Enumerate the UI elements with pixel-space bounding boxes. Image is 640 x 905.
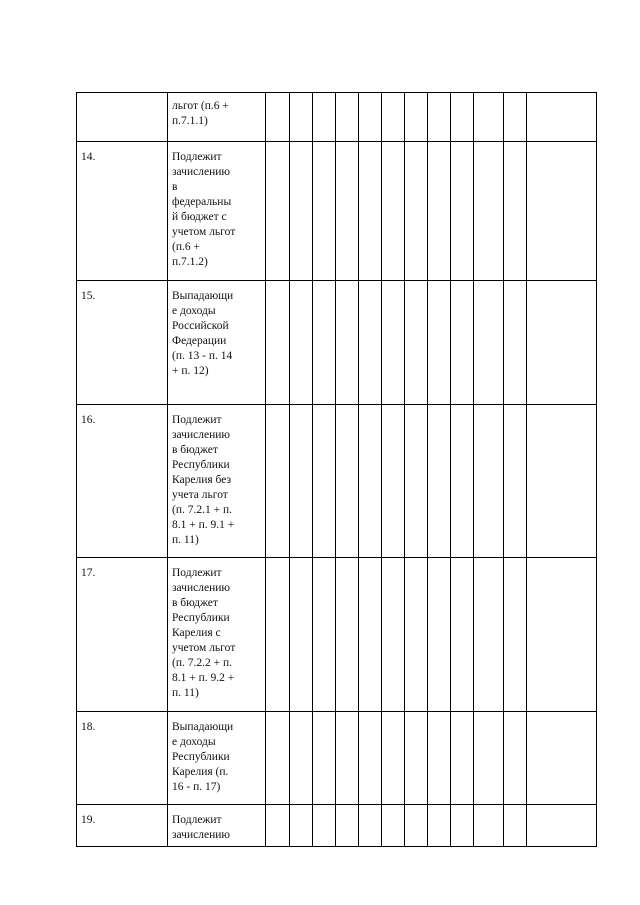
row-number: 18. xyxy=(77,712,168,805)
description-line: зачислению xyxy=(172,829,230,841)
empty-cell xyxy=(266,805,290,847)
empty-cell xyxy=(428,558,451,712)
empty-cell xyxy=(405,93,428,142)
empty-cell xyxy=(504,558,527,712)
empty-cell xyxy=(405,142,428,281)
empty-cell xyxy=(405,405,428,558)
description-line: п. 11) xyxy=(172,534,199,546)
description-line: льгот (п.6 + xyxy=(172,100,229,112)
description-line: Карелия с xyxy=(172,627,221,639)
empty-cell xyxy=(313,405,336,558)
empty-cell xyxy=(359,93,382,142)
description-line: (п. 7.2.2 + п. xyxy=(172,657,232,669)
description-line: учета льгот xyxy=(172,489,228,501)
table-row xyxy=(77,558,597,712)
empty-cell xyxy=(336,281,359,405)
empty-cell xyxy=(451,805,474,847)
empty-cell xyxy=(336,142,359,281)
empty-cell xyxy=(382,405,405,558)
empty-cell xyxy=(336,405,359,558)
empty-cell xyxy=(359,405,382,558)
table-row xyxy=(77,805,597,847)
empty-cell xyxy=(405,281,428,405)
table-body xyxy=(77,93,597,847)
empty-cell xyxy=(405,805,428,847)
empty-cell xyxy=(504,281,527,405)
empty-cell xyxy=(336,558,359,712)
empty-cell xyxy=(266,405,290,558)
empty-cell xyxy=(474,93,504,142)
row-number: 15. xyxy=(77,281,168,405)
empty-cell xyxy=(290,93,313,142)
empty-cell xyxy=(527,93,597,142)
empty-cell xyxy=(382,142,405,281)
empty-cell xyxy=(336,805,359,847)
description-line: 8.1 + п. 9.1 + xyxy=(172,519,235,531)
empty-cell xyxy=(527,405,597,558)
description-line: + п. 12) xyxy=(172,365,209,377)
row-description xyxy=(168,712,266,805)
empty-cell xyxy=(359,558,382,712)
row-number: 19. xyxy=(77,805,168,847)
empty-cell xyxy=(359,805,382,847)
row-description xyxy=(168,805,266,847)
empty-cell xyxy=(428,93,451,142)
empty-cell xyxy=(474,558,504,712)
description-line: е доходы xyxy=(172,305,216,317)
description-line: й бюджет с xyxy=(172,211,227,223)
description-line: в xyxy=(172,181,178,193)
empty-cell xyxy=(527,281,597,405)
empty-cell xyxy=(266,93,290,142)
description-line: Подлежит xyxy=(172,151,222,163)
description-line: учетом льгот xyxy=(172,226,236,238)
empty-cell xyxy=(405,558,428,712)
empty-cell xyxy=(527,558,597,712)
empty-cell xyxy=(266,281,290,405)
empty-cell xyxy=(474,405,504,558)
description-line: Федерации xyxy=(172,335,227,347)
empty-cell xyxy=(451,142,474,281)
empty-cell xyxy=(474,712,504,805)
empty-cell xyxy=(451,405,474,558)
empty-cell xyxy=(428,142,451,281)
empty-cell xyxy=(382,558,405,712)
empty-cell xyxy=(474,805,504,847)
empty-cell xyxy=(428,405,451,558)
empty-cell xyxy=(451,93,474,142)
description-line: Подлежит xyxy=(172,814,222,826)
empty-cell xyxy=(290,142,313,281)
empty-cell xyxy=(290,405,313,558)
description-line: зачислению xyxy=(172,429,230,441)
empty-cell xyxy=(359,712,382,805)
empty-cell xyxy=(313,712,336,805)
empty-cell xyxy=(290,712,313,805)
table-row xyxy=(77,405,597,558)
empty-cell xyxy=(504,712,527,805)
description-line: Республики xyxy=(172,459,230,471)
description-line: Выпадающи xyxy=(172,721,234,733)
description-line: Карелия (п. xyxy=(172,766,229,778)
description-line: в бюджет xyxy=(172,444,218,456)
empty-cell xyxy=(474,281,504,405)
empty-cell xyxy=(527,712,597,805)
description-line: Республики xyxy=(172,612,230,624)
row-number xyxy=(77,93,168,142)
description-line: 8.1 + п. 9.2 + xyxy=(172,672,235,684)
empty-cell xyxy=(313,93,336,142)
description-line: учетом льгот xyxy=(172,642,236,654)
empty-cell xyxy=(336,93,359,142)
description-line: (п.6 + xyxy=(172,241,200,253)
empty-cell xyxy=(266,558,290,712)
row-description xyxy=(168,405,266,558)
empty-cell xyxy=(428,805,451,847)
empty-cell xyxy=(313,805,336,847)
empty-cell xyxy=(451,712,474,805)
data-table xyxy=(76,92,597,847)
empty-cell xyxy=(428,712,451,805)
row-number: 14. xyxy=(77,142,168,281)
row-description xyxy=(168,93,266,142)
empty-cell xyxy=(359,142,382,281)
empty-cell xyxy=(266,712,290,805)
empty-cell xyxy=(504,142,527,281)
description-line: в бюджет xyxy=(172,597,218,609)
empty-cell xyxy=(428,281,451,405)
row-description xyxy=(168,558,266,712)
description-line: федеральны xyxy=(172,196,232,208)
description-line: зачислению xyxy=(172,166,230,178)
empty-cell xyxy=(504,405,527,558)
description-line: п.7.1.2) xyxy=(172,256,208,268)
empty-cell xyxy=(382,93,405,142)
empty-cell xyxy=(313,281,336,405)
empty-cell xyxy=(382,805,405,847)
empty-cell xyxy=(405,712,428,805)
description-line: п.7.1.1) xyxy=(172,115,208,127)
empty-cell xyxy=(382,281,405,405)
description-line: Республики xyxy=(172,751,230,763)
description-line: е доходы xyxy=(172,736,216,748)
empty-cell xyxy=(451,558,474,712)
empty-cell xyxy=(382,712,405,805)
row-number: 16. xyxy=(77,405,168,558)
description-line: Подлежит xyxy=(172,567,222,579)
table-row xyxy=(77,712,597,805)
empty-cell xyxy=(313,558,336,712)
row-number: 17. xyxy=(77,558,168,712)
empty-cell xyxy=(313,142,336,281)
description-line: Выпадающи xyxy=(172,290,234,302)
row-description xyxy=(168,142,266,281)
empty-cell xyxy=(504,93,527,142)
empty-cell xyxy=(290,805,313,847)
empty-cell xyxy=(266,142,290,281)
description-line: п. 11) xyxy=(172,687,199,699)
table-row xyxy=(77,142,597,281)
description-line: 16 - п. 17) xyxy=(172,781,221,793)
description-line: Карелия без xyxy=(172,474,232,486)
empty-cell xyxy=(474,142,504,281)
description-line: Российской xyxy=(172,320,229,332)
description-line: (п. 13 - п. 14 xyxy=(172,350,233,362)
table-row xyxy=(77,93,597,142)
empty-cell xyxy=(290,558,313,712)
empty-cell xyxy=(527,805,597,847)
row-description xyxy=(168,281,266,405)
empty-cell xyxy=(451,281,474,405)
description-line: Подлежит xyxy=(172,414,222,426)
empty-cell xyxy=(290,281,313,405)
empty-cell xyxy=(527,142,597,281)
description-line: зачислению xyxy=(172,582,230,594)
description-line: (п. 7.2.1 + п. xyxy=(172,504,232,516)
empty-cell xyxy=(359,281,382,405)
empty-cell xyxy=(336,712,359,805)
empty-cell xyxy=(504,805,527,847)
table-row xyxy=(77,281,597,405)
